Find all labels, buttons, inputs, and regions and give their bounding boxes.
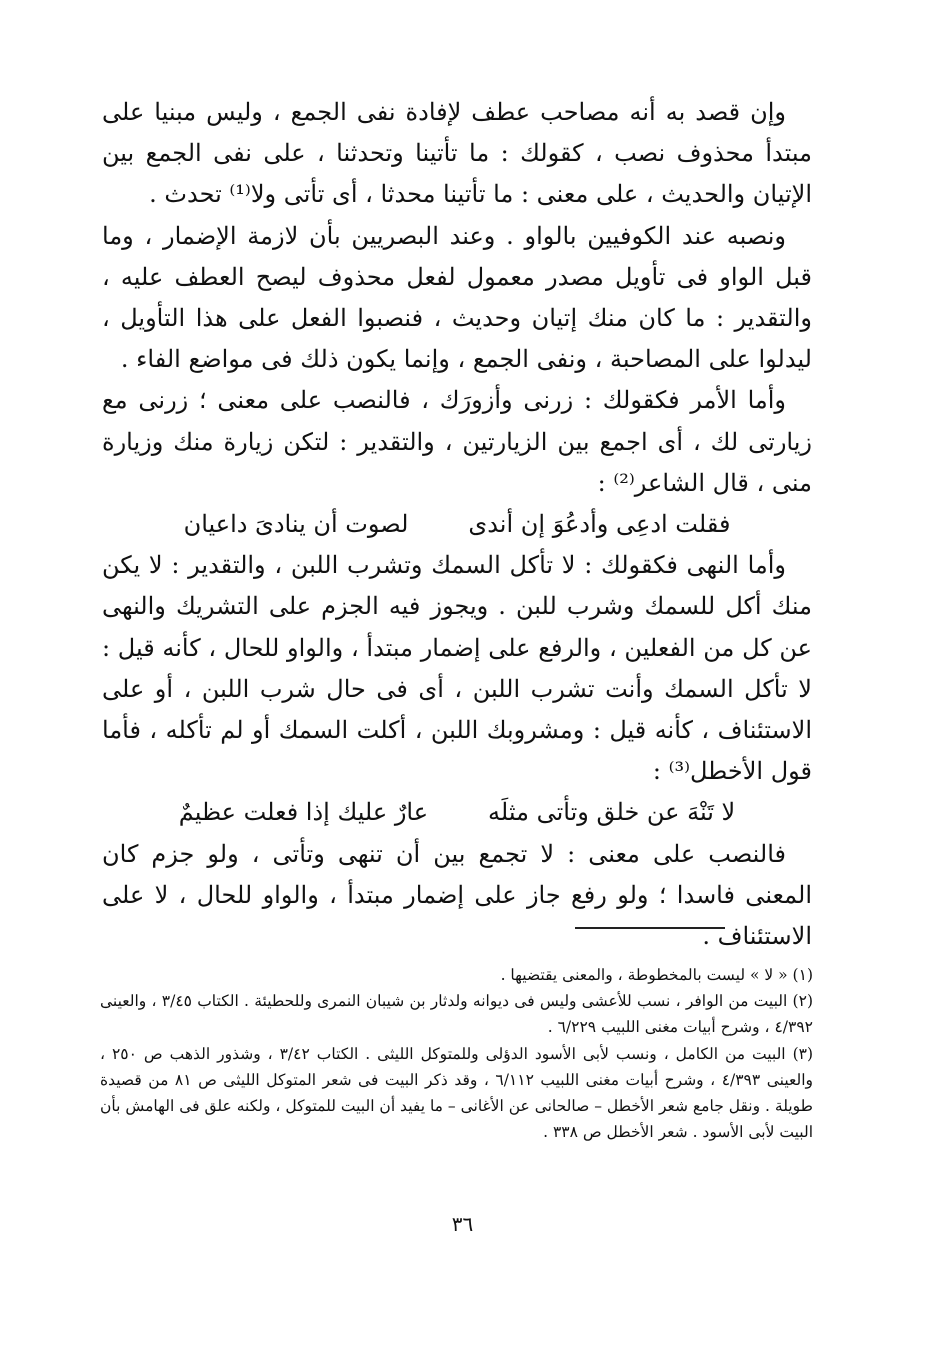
verse-2-first-hemistich: لا تَنْهَ عن خلق وتأتى مثلَه (488, 798, 736, 827)
footnote-divider (575, 927, 725, 929)
verse-1-second-hemistich: لصوت أن ينادىَ داعيان (183, 510, 409, 539)
footnote-2: (٢) البيت من الوافر ، نسب للأعشى وليس فى ديوانه ولدثار بن شيبان النمرى وللحطيئة . الكتاب ٣/٤٥ ، والعينى ٤/٣٩٢ ، وشرح أبيات مغنى اللبيب ٦/٢٢٩ . (100, 992, 813, 1037)
paragraph-3: وأما الأمر فكقولك : زرنى وأزورَك ، فالنصب على معنى ؛ زرنى مع زيارتى لك ، أى اجمع بين الزيارتين ، والتقدير : لتكن زيارة منك وزيارة منى ، قال الشاعر⁽²⁾ : (102, 386, 812, 497)
paragraph-1: وإن قصد به أنه مصاحب عطف لإفادة نفى الجمع ، وليس مبنيا على مبتدأ محذوف نصب ، كقولك : ما تأتينا وتحدثنا ، على نفى الجمع بين الإتيان والحديث ، على معنى : ما تأتينا محدثا ، أى تأتى ولا⁽¹⁾ تحدث . (102, 98, 812, 209)
paragraph-4: وأما النهى فكقولك : لا تأكل السمك وتشرب اللبن ، والتقدير : لا يكن منك أكل للسمك وشرب للبن . ويجوز فيه الجزم على التشريك والنهى عن كل من الفعلين ، والرفع على إضمار مبتدأ ، والواو للحال ، كأنه قيل : لا تأكل السمك وأنت تشرب اللبن ، أى فى حال شرب اللبن ، أو على الاستئناف ، كأنه قيل : ومشروبك اللبن ، أكلت السمك أو لم تأكله ، فأما قول الأخطل⁽³⁾ : (102, 551, 813, 786)
main-text (102, 92, 812, 957)
footnote-1: (١) « لا » ليست بالمخطوطة ، والمعنى يقتضيها . (500, 966, 813, 984)
verse-2 (102, 792, 812, 833)
footnotes (100, 962, 813, 1145)
paragraph-5: فالنصب على معنى : لا تجمع بين أن تنهى وتأتى ، ولو جزم كان المعنى فاسدا ؛ ولو رفع جاز على إضمار مبتدأ ، والواو للحال ، لا على الاستئناف . (102, 839, 812, 951)
verse-2-second-hemistich: عارٌ عليك إذا فعلت عظيمٌ (178, 798, 429, 827)
page-number: ٣٦ (451, 1212, 474, 1236)
verse-1 (102, 504, 812, 545)
paragraph-2: ونصبه عند الكوفيين بالواو . وعند البصريين بأن لازمة الإضمار ، وما قبل الواو فى تأويل مصدر معمول لفعل محذوف ليصح العطف عليه ، والتقدير : ما كان منك إتيان وحديث ، فنصبوا الفعل على هذا التأويل ، ليدلوا على المصاحبة ، ونفى الجمع ، وإنما يكون ذلك فى مواضع الفاء . (102, 221, 812, 374)
footnote-3: (٣) البيت من الكامل ، ونسب لأبى الأسود الدؤلى وللمتوكل الليثى . الكتاب ٣/٤٢ ، وشذور الذهب ص ٢٥٠ ، والعينى ٤/٣٩٣ ، وشرح أبيات مغنى اللبيب ٦/١١٢ ، وقد ذكر البيت فى شعر المتوكل الليثى ص ٨١ من قصيدة طويلة . ونقل جامع شعر الأخطل – صالحانى عن الأغانى – ما يفيد أن البيت للمتوكل ، ولكنه علق فى الهامش بأن البيت لأبى الأسود . شعر الأخطل ص ٣٣٨ . (100, 1044, 814, 1142)
verse-1-first-hemistich: فقلت ادعِى وأدعُوَ إن أندى (468, 510, 731, 539)
